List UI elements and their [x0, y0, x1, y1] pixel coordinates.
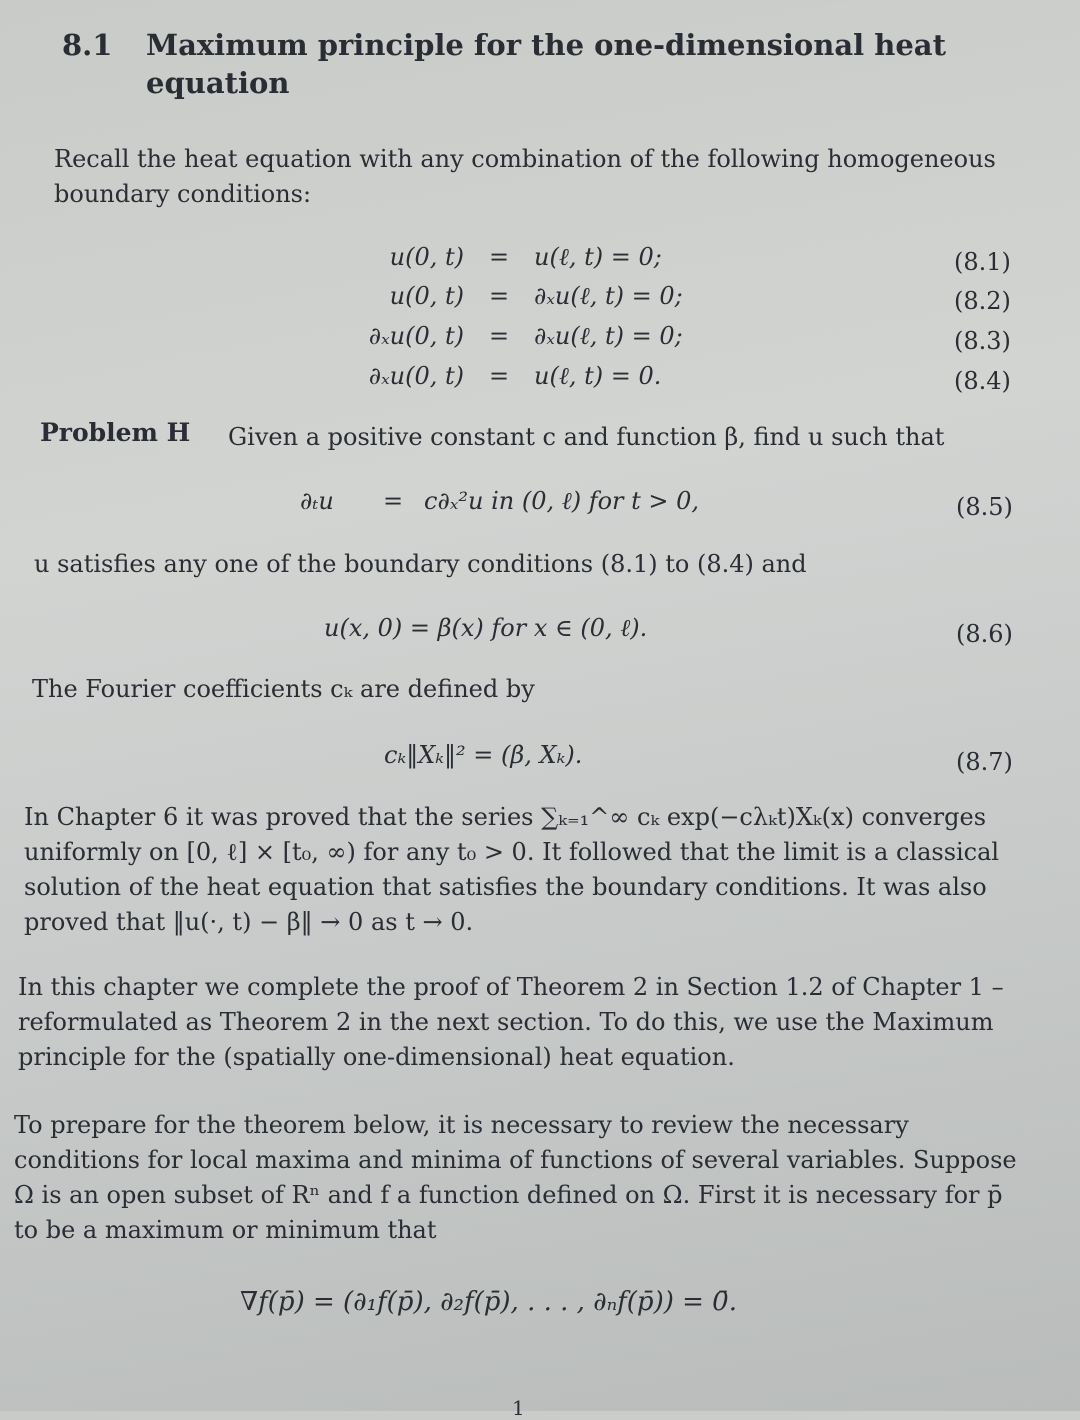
problem-label: Problem H	[40, 418, 191, 447]
bc3-lhs: ∂ₓu(0, t)	[368, 322, 464, 350]
eq85-rhs: c∂ₓ²u in (0, ℓ) for t > 0,	[424, 487, 700, 515]
bc3-equals: =	[488, 322, 510, 350]
section-number: 8.1	[62, 28, 113, 62]
theorem-paragraph: In this chapter we complete the proof of Theorem 2 in Section 1.2 of Chapter 1 – reformulated as Theorem 2 in the next section. To do this, we use the Maximum principle for the (spatially one-dimensional) heat equation.	[18, 973, 1004, 1071]
bc-sentence: u satisfies any one of the boundary conditions (8.1) to (8.4) and	[34, 550, 807, 578]
gradient-equation: ∇f(p̄) = (∂₁f(p̄), ∂₂f(p̄), . . . , ∂ₙf(p̄)) = 0̄.	[240, 1287, 737, 1317]
bc1-lhs: u(0, t)	[389, 243, 464, 271]
bc3-number: (8.3)	[954, 327, 1011, 355]
intro-paragraph: Recall the heat equation with any combination of the following homogeneous boundary conditions:	[54, 145, 996, 208]
bc2-lhs: u(0, t)	[389, 282, 464, 310]
eq85-lhs: ∂ₜu	[300, 487, 334, 515]
bc2-number: (8.2)	[954, 287, 1011, 315]
bc4-number: (8.4)	[954, 367, 1011, 395]
bc2-equals: =	[488, 282, 510, 310]
chapter6-paragraph: In Chapter 6 it was proved that the series ∑ₖ₌₁^∞ cₖ exp(−cλₖt)Xₖ(x) converges uniformly on [0, ℓ] × [t₀, ∞) for any t₀ > 0. It followed that the limit is a classical solution of the heat equation that satisfies the boundary conditions. It was also proved that ‖u(·, t) − β‖ → 0 as t → 0.	[24, 803, 1000, 936]
bc3-rhs: ∂ₓu(ℓ, t) = 0;	[534, 322, 683, 350]
bc4-lhs: ∂ₓu(0, t)	[368, 362, 464, 390]
problem-text: Given a positive constant c and function β, find u such that	[228, 423, 945, 451]
bc1-rhs: u(ℓ, t) = 0;	[534, 243, 662, 271]
eq86-number: (8.6)	[956, 620, 1013, 648]
bc1-number: (8.1)	[954, 248, 1011, 276]
bc4-rhs: u(ℓ, t) = 0.	[534, 362, 662, 390]
eq85-number: (8.5)	[956, 493, 1013, 521]
section-title: Maximum principle for the one-dimensional heat equation	[146, 28, 946, 100]
eq85-equals: =	[382, 487, 404, 515]
eq87-body: cₖ‖Xₖ‖² = (β, Xₖ).	[384, 741, 583, 769]
bc4-equals: =	[488, 362, 510, 390]
page-number: 1	[512, 1396, 525, 1420]
fourier-sentence: The Fourier coefficients cₖ are defined by	[32, 675, 535, 703]
eq87-number: (8.7)	[956, 748, 1013, 776]
bc1-equals: =	[488, 243, 510, 271]
eq86-body: u(x, 0) = β(x) for x ∈ (0, ℓ).	[324, 614, 648, 642]
bc2-rhs: ∂ₓu(ℓ, t) = 0;	[534, 282, 683, 310]
prepare-paragraph: To prepare for the theorem below, it is necessary to review the necessary conditions for local maxima and minima of functions of several variables. Suppose Ω is an open subset of Rⁿ and f a function defined on Ω. First it is necessary for p̄ to be a maximum or minimum that	[14, 1111, 1017, 1244]
